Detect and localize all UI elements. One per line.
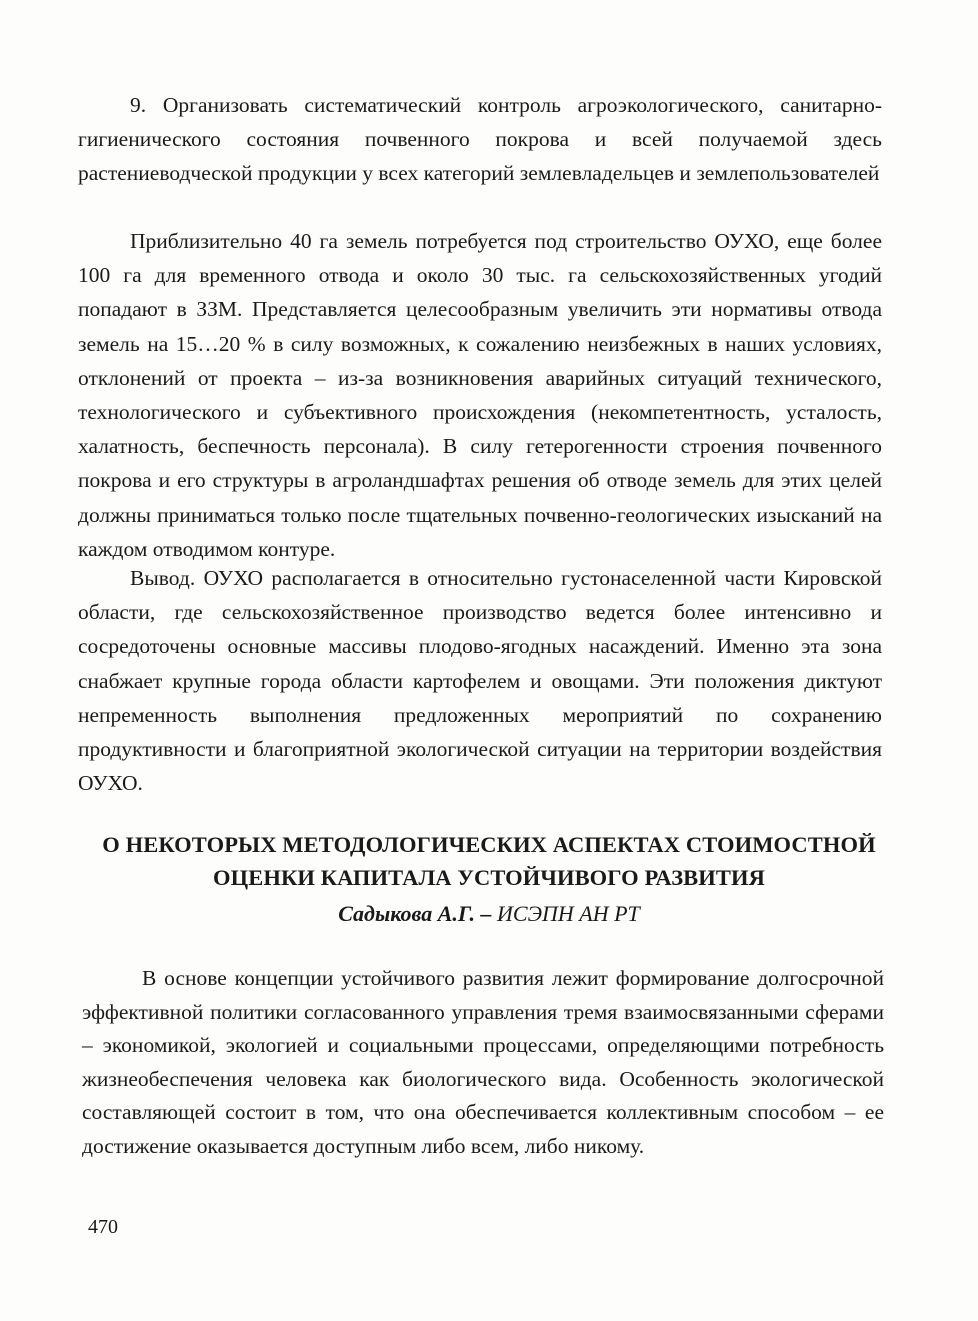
body-paragraph-land-allocation: Приблизительно 40 га земель потребуется под строительство ОУХО, еще более 100 га для временного отвода и около 30 тыс. га сельскохозяйственных угодий попадают в ЗЗМ. Представляется целесообразным увеличить эти нормативы отвода земель на 15…20 % в силу возможных, к сожалению неизбежных в наших условиях, отклонений от проекта – из-за возникновения аварийных ситуаций технического, технологического и субъективного происхождения (некомпетентность, усталость, халатность, беспечность персонала). В силу гетерогенности строения почвенного покрова и его структуры в агроландшафтах решения об отводе земель для этих целей должны приниматься только после тщательных почвенно-геологических изысканий на каждом отводимом контуре. [78,229,882,561]
body-paragraph-conclusion: Вывод. ОУХО располагается в относительно густонаселенной части Кировской области, где сельскохозяйственное производство ведется более интенсивно и сосредоточены основные массивы плодово-ягодных насаждений. Именно эта зона снабжает крупные города области картофелем и овощами. Эти положения диктуют непременность выполнения предложенных мероприятий по сохранению продуктивности и благоприятной экологической ситуации на территории воздействия ОУХО. [78,566,882,796]
article-title-line-2: ОЦЕНКИ КАПИТАЛА УСТОЙЧИВОГО РАЗВИТИЯ [213,865,765,890]
article-title-line-1: О НЕКОТОРЫХ МЕТОДОЛОГИЧЕСКИХ АСПЕКТАХ СТОИМОСТНОЙ [102,832,876,857]
list-item-9: 9. Организовать систематический контроль агроэкологического, санитарно-гигиенического состояния почвенного покрова и всей получаемой здесь растениеводческой продукции у всех категорий землевладельцев и землепользователей [78,93,882,186]
article-authors [60,898,918,930]
body-paragraph-sustainable-development: В основе концепции устойчивого развития лежит формирование долгосрочной эффективной политики согласованного управления тремя взаимосвязанными сферами – экономикой, экологией и социальными процессами, определяющими потребность жизнеобеспечения человека как биологического вида. Особенность экологической составляющей состоит в том, что она обеспечивается коллективным способом – ее достижение оказывается доступным либо всем, либо никому. [82,966,884,1158]
author-name: Садыкова А.Г. – [338,901,492,926]
page-number: 470 [88,1216,118,1238]
author-affiliation: ИСЭПН АН РТ [497,901,640,926]
